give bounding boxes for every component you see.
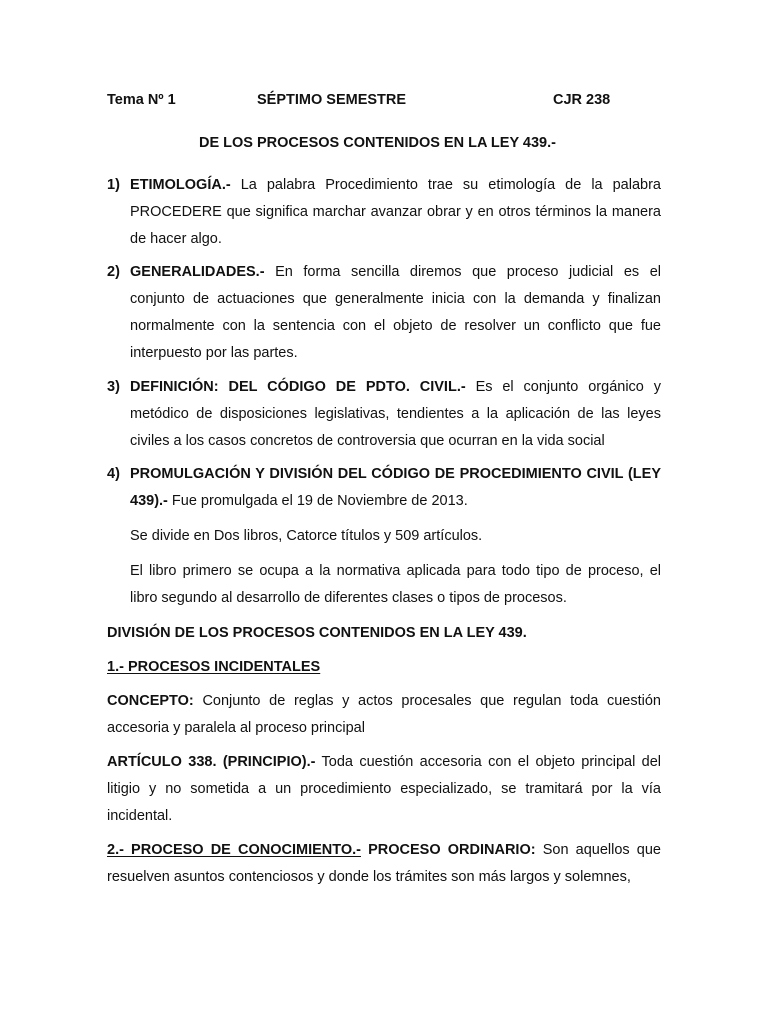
item-3-number: 3): [107, 379, 120, 395]
item-4-division-text: Se divide en Dos libros, Catorce títulos y 509 artículos.: [130, 528, 483, 544]
section-2-paragraph: [107, 837, 661, 891]
item-3-paragraph: [130, 374, 661, 455]
articulo-paragraph: [107, 749, 661, 830]
item-2-number: 2): [107, 264, 120, 280]
item-1-text: La palabra Procedimiento trae su etimología de la palabra PROCEDERE que significa marchar avanzar obrar y en otros términos la manera de hacer algo.: [130, 177, 661, 247]
item-4-number: 4): [107, 466, 120, 482]
item-2-heading: GENERALIDADES.-: [130, 264, 265, 280]
item-4-heading: PROMULGACIÓN Y DIVISIÓN DEL CÓDIGO DE PROCEDIMIENTO CIVIL (LEY 439).-: [130, 466, 661, 509]
header-codigo: CJR 238: [553, 92, 611, 108]
concepto-text: Conjunto de reglas y actos procesales que regulan toda cuestión accesoria y paralela al proceso principal: [107, 693, 661, 736]
header-tema: Tema Nº 1: [107, 92, 176, 108]
item-1-paragraph: [130, 172, 661, 253]
item-4-paragraph: [130, 461, 661, 515]
item-3-heading: DEFINICIÓN: DEL CÓDIGO DE PDTO. CIVIL.-: [130, 379, 466, 395]
item-1-heading: ETIMOLOGÍA.-: [130, 177, 231, 193]
item-4-text: Fue promulgada el 19 de Noviembre de 2013.: [171, 493, 468, 509]
articulo-label: ARTÍCULO 338. (PRINCIPIO).-: [107, 754, 316, 770]
section-2-title: 2.- PROCESO DE CONOCIMIENTO.-: [107, 842, 361, 858]
articulo-text: Toda cuestión accesoria con el objeto principal del litigio y no sometida a un procedimiento especializado, se tramitará por la vía incidental.: [107, 754, 661, 824]
item-2-text: En forma sencilla diremos que proceso judicial es el conjunto de actuaciones que generalmente inicia con la demanda y finalizan normalmente con la sentencia con el objeto de resolver un conflicto que fue interpuesto por las partes.: [130, 264, 661, 361]
header-semestre: SÉPTIMO SEMESTRE: [257, 92, 407, 108]
concepto-label: CONCEPTO:: [107, 693, 194, 709]
item-2-paragraph: [130, 259, 661, 367]
section-2-label: PROCESO ORDINARIO:: [368, 842, 536, 858]
section-2-text: Son aquellos que resuelven asuntos contenciosos y donde los trámites son más largos y solemnes,: [107, 842, 661, 885]
document-title: DE LOS PROCESOS CONTENIDOS EN LA LEY 439.-: [199, 135, 556, 151]
section-1-title: 1.- PROCESOS INCIDENTALES: [107, 659, 321, 675]
item-4-libros-text: El libro primero se ocupa a la normativa aplicada para todo tipo de proceso, el libro segundo al desarrollo de diferentes clases o tipos de procesos.: [130, 563, 661, 606]
division-title: DIVISIÓN DE LOS PROCESOS CONTENIDOS EN LA LEY 439.: [107, 625, 527, 641]
item-1-number: 1): [107, 177, 120, 193]
concepto-paragraph: [107, 688, 661, 742]
item-3-text: Es el conjunto orgánico y metódico de disposiciones legislativas, tendientes a la aplicación de las leyes civiles a los casos concretos de controversia que ocurran en la vida social: [130, 379, 661, 449]
